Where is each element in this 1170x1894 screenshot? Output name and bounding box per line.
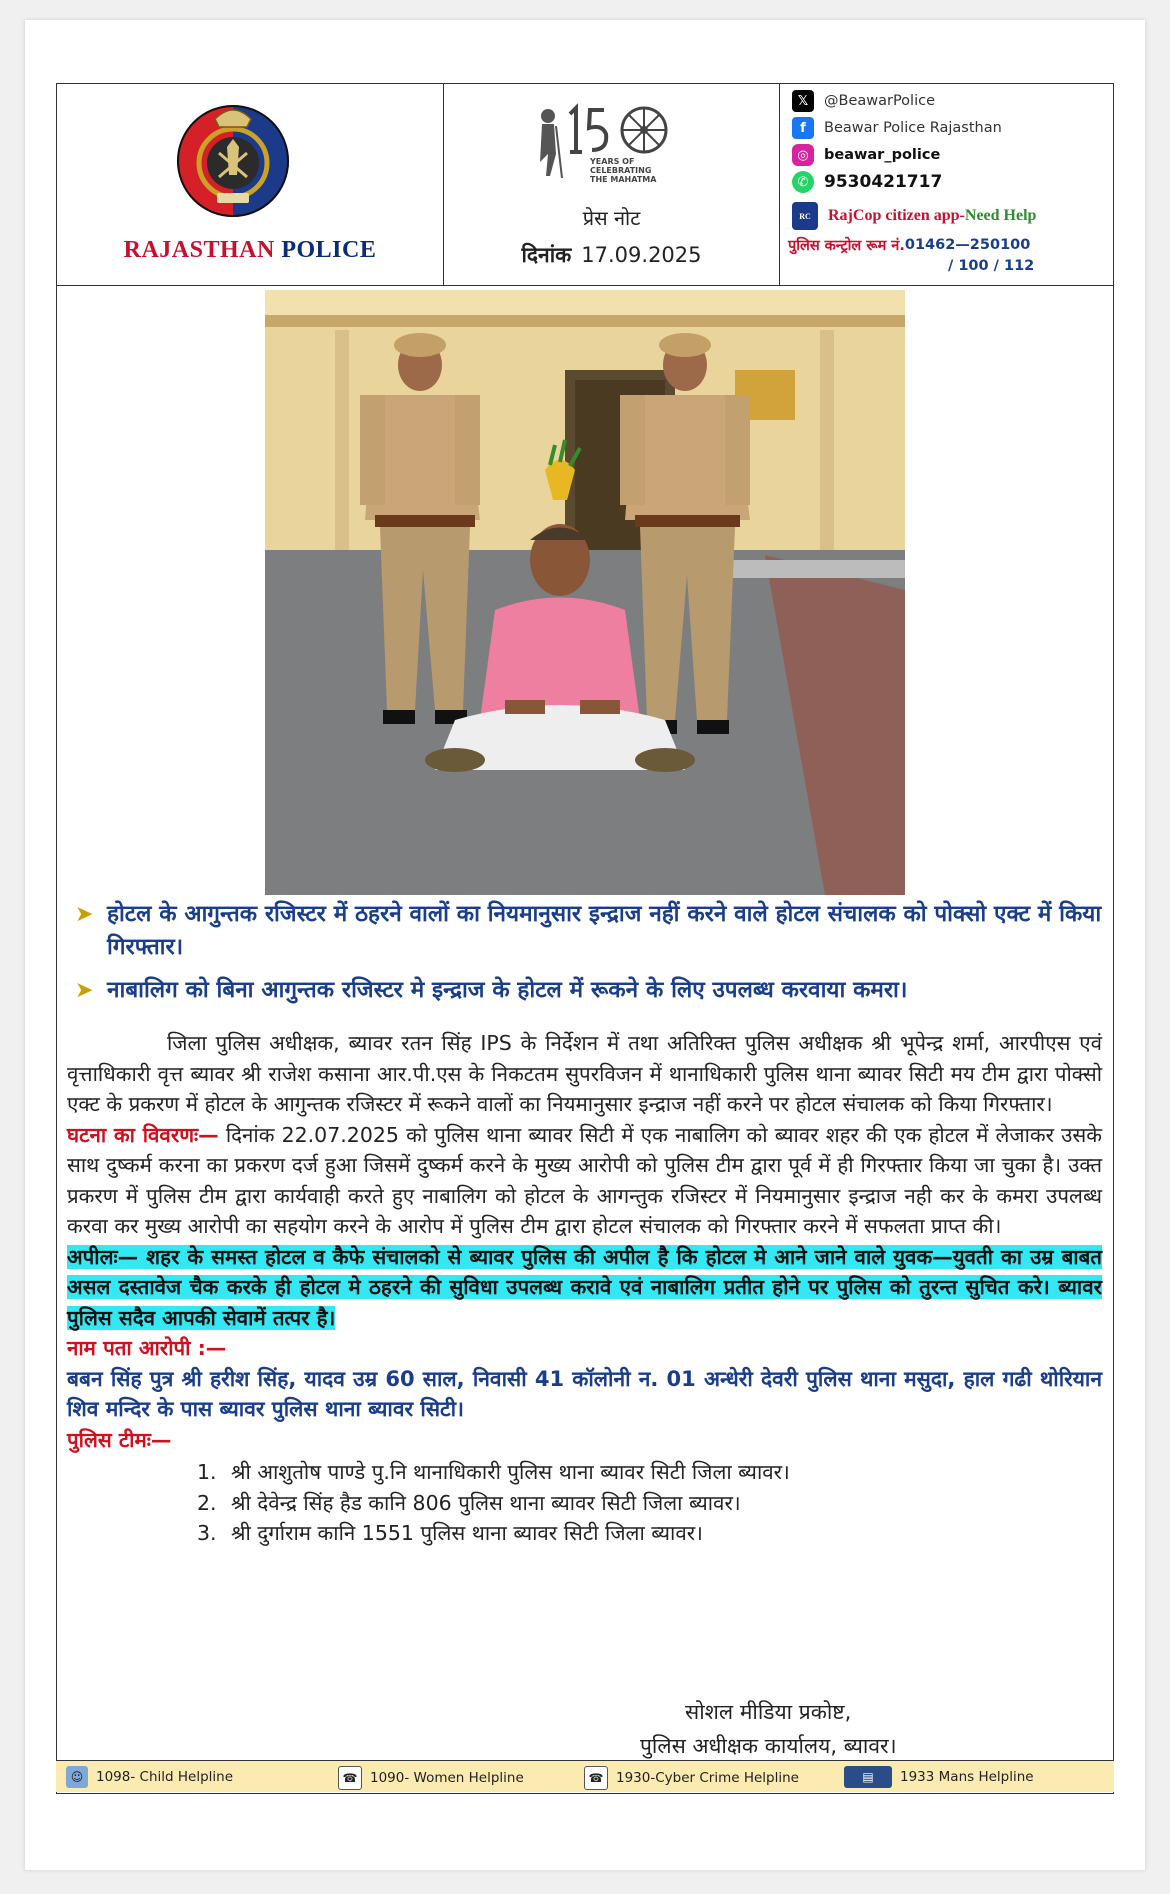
headline-1 (75, 898, 1105, 964)
date-value: 17.09.2025 (581, 243, 702, 267)
team-list (197, 1457, 1102, 1549)
press-note-title: प्रेस नोट (582, 206, 641, 230)
cyber-helpline-text: 1930-Cyber Crime Helpline (616, 1770, 799, 1786)
header-social-cell (780, 84, 1113, 285)
headline-bullets (75, 898, 1105, 1007)
headline-2 (75, 974, 1105, 1007)
women-helpline (338, 1766, 524, 1790)
mans-helpline-icon: ▤ (844, 1766, 892, 1788)
svg-text:CELEBRATING: CELEBRATING (590, 166, 652, 175)
rajcop-row[interactable] (792, 202, 1036, 230)
signature-line-1: सोशल मीडिया प्रकोष्ट, (685, 1700, 852, 1724)
control-room-label: पुलिस कन्ट्रोल रूम नं. (788, 238, 905, 254)
facebook-page[interactable]: Beawar Police Rajasthan (824, 120, 1002, 136)
incident-label: घटना का विवरणः— (67, 1122, 219, 1147)
header (57, 84, 1113, 286)
org-name-blue: POLICE (274, 237, 377, 263)
arrest-photo (265, 290, 905, 895)
whatsapp-number[interactable]: 9530421717 (824, 172, 943, 192)
team-member: 3. श्री दुर्गाराम कानि 1551 पुलिस थाना ब्यावर सिटी जिला ब्यावर। (197, 1521, 703, 1545)
signature-block (640, 1695, 897, 1763)
appeal-paragraph (67, 1242, 1102, 1334)
header-title-cell (444, 84, 780, 285)
whatsapp-row[interactable] (792, 171, 942, 193)
org-name (57, 237, 443, 264)
intro-paragraph: जिला पुलिस अधीक्षक, ब्यावर रतन सिंह IPS के निर्देशन में तथा अतिरिक्त पुलिस अधीक्षक श्री भूपेन्द्र शर्मा, आरपीएस एवं वृत्ताधिकारी वृत्त ब्यावर श्री राजेश कसाना आर.पी.एस के निकटतम सुपरविजन में थानाधिकारी पुलिस थाना ब्यावर सिटी मय टीम द्वारा पोक्सो एक्ट के प्रकरण में होटल के आगुन्तक रजिस्टर में रूकने वालों का नियमानुसार इन्द्राज नहीं करने पर होटल संचालक को किया गिरफ्तार। (67, 1031, 1102, 1116)
press-body (67, 1028, 1102, 1549)
need-help-label: Need Help (964, 207, 1037, 224)
svg-text:THE MAHATMA: THE MAHATMA (590, 175, 657, 184)
footer-wrap (56, 1760, 1114, 1794)
headline-2-text: नाबालिग को बिना आगुन्तक रजिस्टर मे इन्द्राज के होटल में रूकने के लिए उपलब्ध करवाया कमरा। (107, 977, 908, 1003)
rajcop-label: RajCop citizen app- (828, 207, 965, 224)
emergency-numbers: / 100 / 112 (948, 258, 1035, 274)
whatsapp-icon: ✆ (792, 171, 814, 193)
mans-helpline-text: 1933 Mans Helpline (900, 1769, 1034, 1785)
control-room-row (788, 235, 1030, 255)
header-logo-cell (57, 84, 444, 285)
arrow-bullet-icon: ➤ (75, 978, 94, 1003)
child-helpline (66, 1766, 233, 1788)
instagram-row[interactable] (792, 144, 940, 166)
cyber-helpline (584, 1766, 799, 1790)
instagram-handle[interactable]: beawar_police (824, 147, 941, 163)
women-helpline-text: 1090- Women Helpline (370, 1770, 524, 1786)
signature-line-2: पुलिस अधीक्षक कार्यालय, ब्यावर। (640, 1734, 897, 1758)
facebook-row[interactable] (792, 117, 1002, 139)
control-room-number: 01462—250100 (904, 237, 1031, 253)
rajasthan-police-emblem-icon (175, 97, 291, 225)
appeal-text: अपीलः— शहर के समस्त होटल व कैफे संचालको से ब्यावर पुलिस की अपील है कि होटल मे आने जाने वाले युवक—युवती का उम्र बाबत असल दस्तावेज चैक करके ही होटल मे ठहरने की सुविधा उपलब्ध करावे एवं नाबालिग प्रतीत होने पर पुलिस को तुरन्त सुचित करे। ब्यावर पुलिस सदैव आपकी सेवामें तत्पर है। (67, 1244, 1102, 1330)
accused-label: नाम पता आरोपी :— (67, 1336, 227, 1360)
facebook-icon: f (792, 117, 814, 139)
child-icon: ☺ (66, 1766, 88, 1788)
phone-icon: ☎ (338, 1766, 362, 1790)
arrow-bullet-icon: ➤ (75, 902, 94, 927)
headline-1-text: होटल के आगुन्तक रजिस्टर में ठहरने वालों का नियमानुसार इन्द्राज नहीं करने वाले होटल संचालक को पोक्सो एक्ट में किया गिरफ्तार। (107, 901, 1102, 960)
x-icon: 𝕏 (792, 90, 814, 112)
helpline-footer (56, 1760, 1114, 1792)
team-member: 2. श्री देवेन्द्र सिंह हैड कानि 806 पुलिस थाना ब्यावर सिटी जिला ब्यावर। (197, 1490, 741, 1515)
mans-helpline (844, 1766, 1034, 1788)
instagram-icon: ◎ (792, 144, 814, 166)
team-label: पुलिस टीमः— (67, 1427, 172, 1452)
svg-text:YEARS OF: YEARS OF (590, 157, 635, 166)
rajcop-app-icon: RC (792, 202, 818, 230)
incident-text: दिनांक 22.07.2025 को पुलिस थाना ब्यावर सिटी में एक नाबालिग को ब्यावर शहर की एक होटल में लेजाकर उसके साथ दुष्कर्म करना का प्रकरण दर्ज हुआ जिसमें दुष्कर्म करने के मुख्य आरोपी को पुलिस टीम द्वारा पूर्व में ही गिरफ्तार किया जा चुका है। उक्त प्रकरण में पुलिस टीम द्वारा कार्यवाही करते हुए नाबालिग को होटल के आगन्तुक रजिस्टर में नियमानुसार इन्द्राज नही कर के कमरा उपलब्ध करवा कर मुख्य आरोपी का सहयोग करने के आरोप में पुलिस टीम द्वारा होटल संचालक को गिरफ्तार करने में सफलता प्राप्त की। (67, 1122, 1102, 1238)
org-name-red: RAJASTHAN (123, 237, 275, 263)
team-member: 1. श्री आशुतोष पाण्डे पु.नि थानाधिकारी पुलिस थाना ब्यावर सिटी जिला ब्यावर। (197, 1460, 790, 1484)
x-handle[interactable]: @BeawarPolice (824, 93, 936, 109)
mahatma-150-logo-icon (526, 102, 696, 184)
accused-details: बबन सिंह पुत्र श्री हरीश सिंह, यादव उम्र 60 साल, निवासी 41 कॉलोनी न. 01 अन्धेरी देवरी पुलिस थाना मसुदा, हाल गढी थोरियान शिव मन्दिर के पास ब्यावर पुलिस थाना ब्यावर सिटी। (67, 1366, 1102, 1421)
child-helpline-text: 1098- Child Helpline (96, 1769, 234, 1785)
phone-icon: ☎ (584, 1766, 608, 1790)
incident-paragraph (67, 1120, 1102, 1242)
date-label: दिनांक (521, 243, 572, 267)
x-handle-row[interactable] (792, 90, 935, 112)
press-date (444, 241, 779, 269)
